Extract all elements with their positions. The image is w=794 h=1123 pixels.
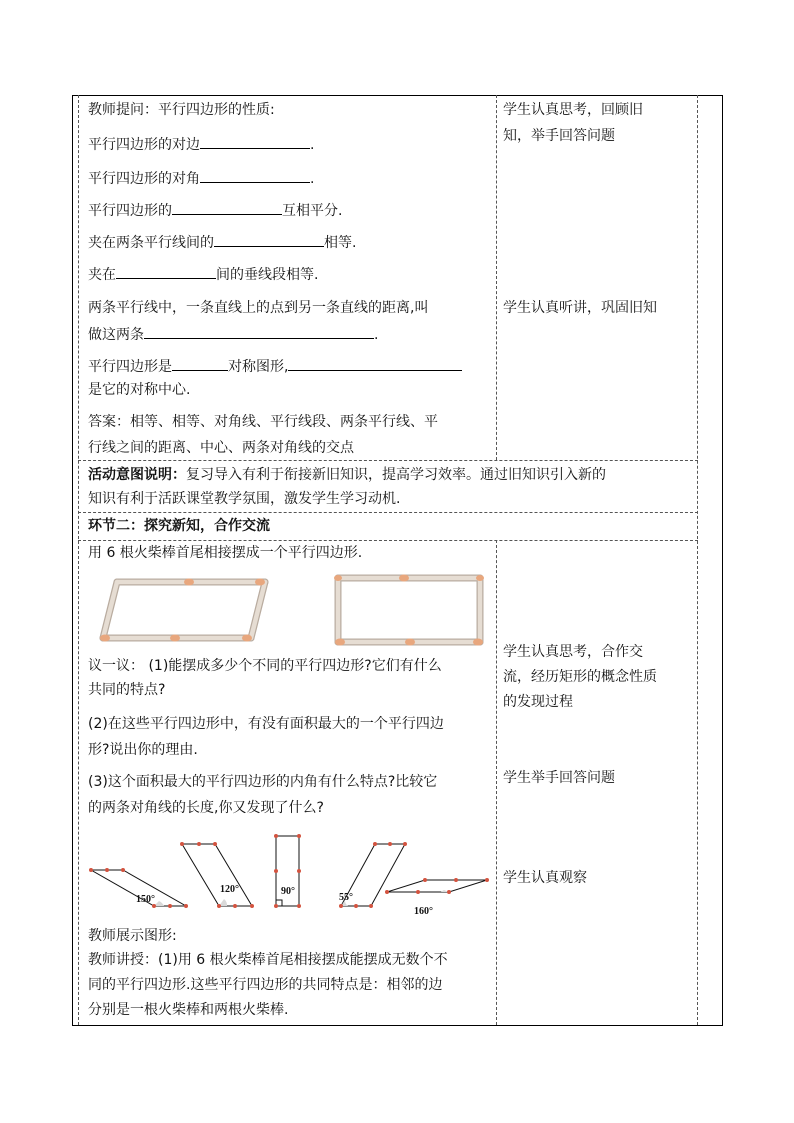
student-response: 学生认真观察 [503, 870, 587, 886]
task-text: 用 6 根火柴棒首尾相接摆成一个平行四边形. [88, 545, 363, 561]
answer-blank[interactable] [200, 168, 310, 183]
question-item: 平行四边形的对角 . [88, 168, 314, 189]
student-response: 学生认真听讲，巩固旧知 [503, 300, 657, 316]
angle-label: 55° [339, 892, 353, 903]
table-right-border [722, 95, 723, 1026]
table-bottom-border [72, 1025, 723, 1026]
question-item [88, 232, 356, 253]
answer-line: 答案：相等、相等、对角线、平行线段、两条平行线、平 [88, 414, 438, 430]
discussion-text: 共同的特点? [88, 682, 166, 698]
section-heading: 环节二：探究新知，合作交流 [88, 518, 270, 534]
answer-blank[interactable] [200, 134, 310, 149]
question-text: 平行四边形的对角 [88, 171, 200, 187]
intent-label: 活动意图说明： [88, 467, 186, 483]
angle-label: 160° [414, 906, 433, 917]
question-intro: 教师提问：平行四边形的性质: [88, 102, 275, 118]
discussion-text: 的两条对角线的长度,你又发现了什么? [88, 800, 324, 816]
question-item [88, 200, 342, 221]
student-response: 流，经历矩形的概念性质 [503, 669, 657, 685]
student-response: 学生举手回答问题 [503, 770, 615, 786]
answer-blank[interactable] [116, 264, 216, 279]
intent-line [88, 465, 606, 485]
intent-text: 复习导入有利于衔接新旧知识，提高学习效率。通过旧知识引入新的 [186, 467, 606, 483]
discussion-text: 形?说出你的理由. [88, 742, 198, 758]
table-row-divider [78, 512, 698, 513]
student-response: 的发现过程 [503, 694, 573, 710]
question-text: 夹在两条平行线间的 [88, 235, 214, 251]
answer-blank[interactable] [214, 232, 324, 247]
question-text: 对称图形, [228, 359, 289, 375]
table-column-divider [697, 95, 698, 1025]
question-item [88, 264, 318, 285]
table-column-divider [496, 95, 497, 460]
question-text: 平行四边形是 [88, 359, 172, 375]
intent-text: 知识有利于活跃课堂教学氛围，激发学生学习动机. [88, 491, 401, 507]
question-text: 平行四边形的 [88, 203, 172, 219]
answer-line: 行线之间的距离、中心、两条对角线的交点 [88, 440, 354, 456]
table-top-border [72, 95, 723, 96]
table-column-divider [78, 95, 79, 1025]
angle-label: 150° [136, 894, 155, 905]
student-response: 学生认真思考，回顾旧 [503, 102, 643, 118]
teacher-explanation: 教师讲授：(1)用 6 根火柴棒首尾相接摆成能摆成无数个不 [88, 952, 448, 968]
parallelogram-angles-figure [85, 828, 490, 920]
teacher-demo-text: 教师展示图形: [88, 928, 177, 944]
discussion-text: 议一议： (1)能摆成多少个不同的平行四边形?它们有什么 [88, 658, 442, 674]
table-left-border [72, 95, 73, 1026]
question-text: 平行四边形的对边 [88, 137, 200, 153]
angle-label: 120° [220, 884, 239, 895]
matchstick-parallelogram-figure [95, 572, 280, 648]
question-item: 做这两条 . [88, 324, 378, 345]
table-column-divider [496, 540, 497, 1025]
discussion-text: (2)在这些平行四边形中，有没有面积最大的一个平行四边 [88, 716, 444, 732]
question-text: 相等. [324, 235, 357, 251]
student-response: 知，举手回答问题 [503, 128, 615, 144]
discussion-text: (3)这个面积最大的平行四边形的内角有什么特点?比较它 [88, 774, 438, 790]
matchstick-rectangle-figure [330, 570, 490, 650]
question-text: 间的垂线段相等. [216, 267, 319, 283]
question-text: 两条平行线中，一条直线上的点到另一条直线的距离,叫 [88, 300, 429, 316]
answer-blank[interactable] [172, 356, 228, 371]
question-text: 做这两条 [88, 327, 144, 343]
question-text: 是它的对称中心. [88, 382, 191, 398]
answer-blank[interactable] [288, 356, 462, 371]
question-text: 夹在 [88, 267, 116, 283]
teacher-explanation: 同的平行四边形.这些平行四边形的共同特点是：相邻的边 [88, 977, 443, 993]
question-item: 平行四边形的对边 . [88, 134, 314, 155]
question-text: 互相平分. [282, 203, 343, 219]
answer-blank[interactable] [144, 324, 374, 339]
student-response: 学生认真思考，合作交 [503, 644, 643, 660]
question-item [88, 356, 462, 377]
table-row-divider [78, 460, 698, 461]
teacher-explanation: 分别是一根火柴棒和两根火柴棒. [88, 1002, 289, 1018]
answer-blank[interactable] [172, 200, 282, 215]
angle-label: 90° [281, 886, 295, 897]
table-row-divider [78, 540, 698, 541]
